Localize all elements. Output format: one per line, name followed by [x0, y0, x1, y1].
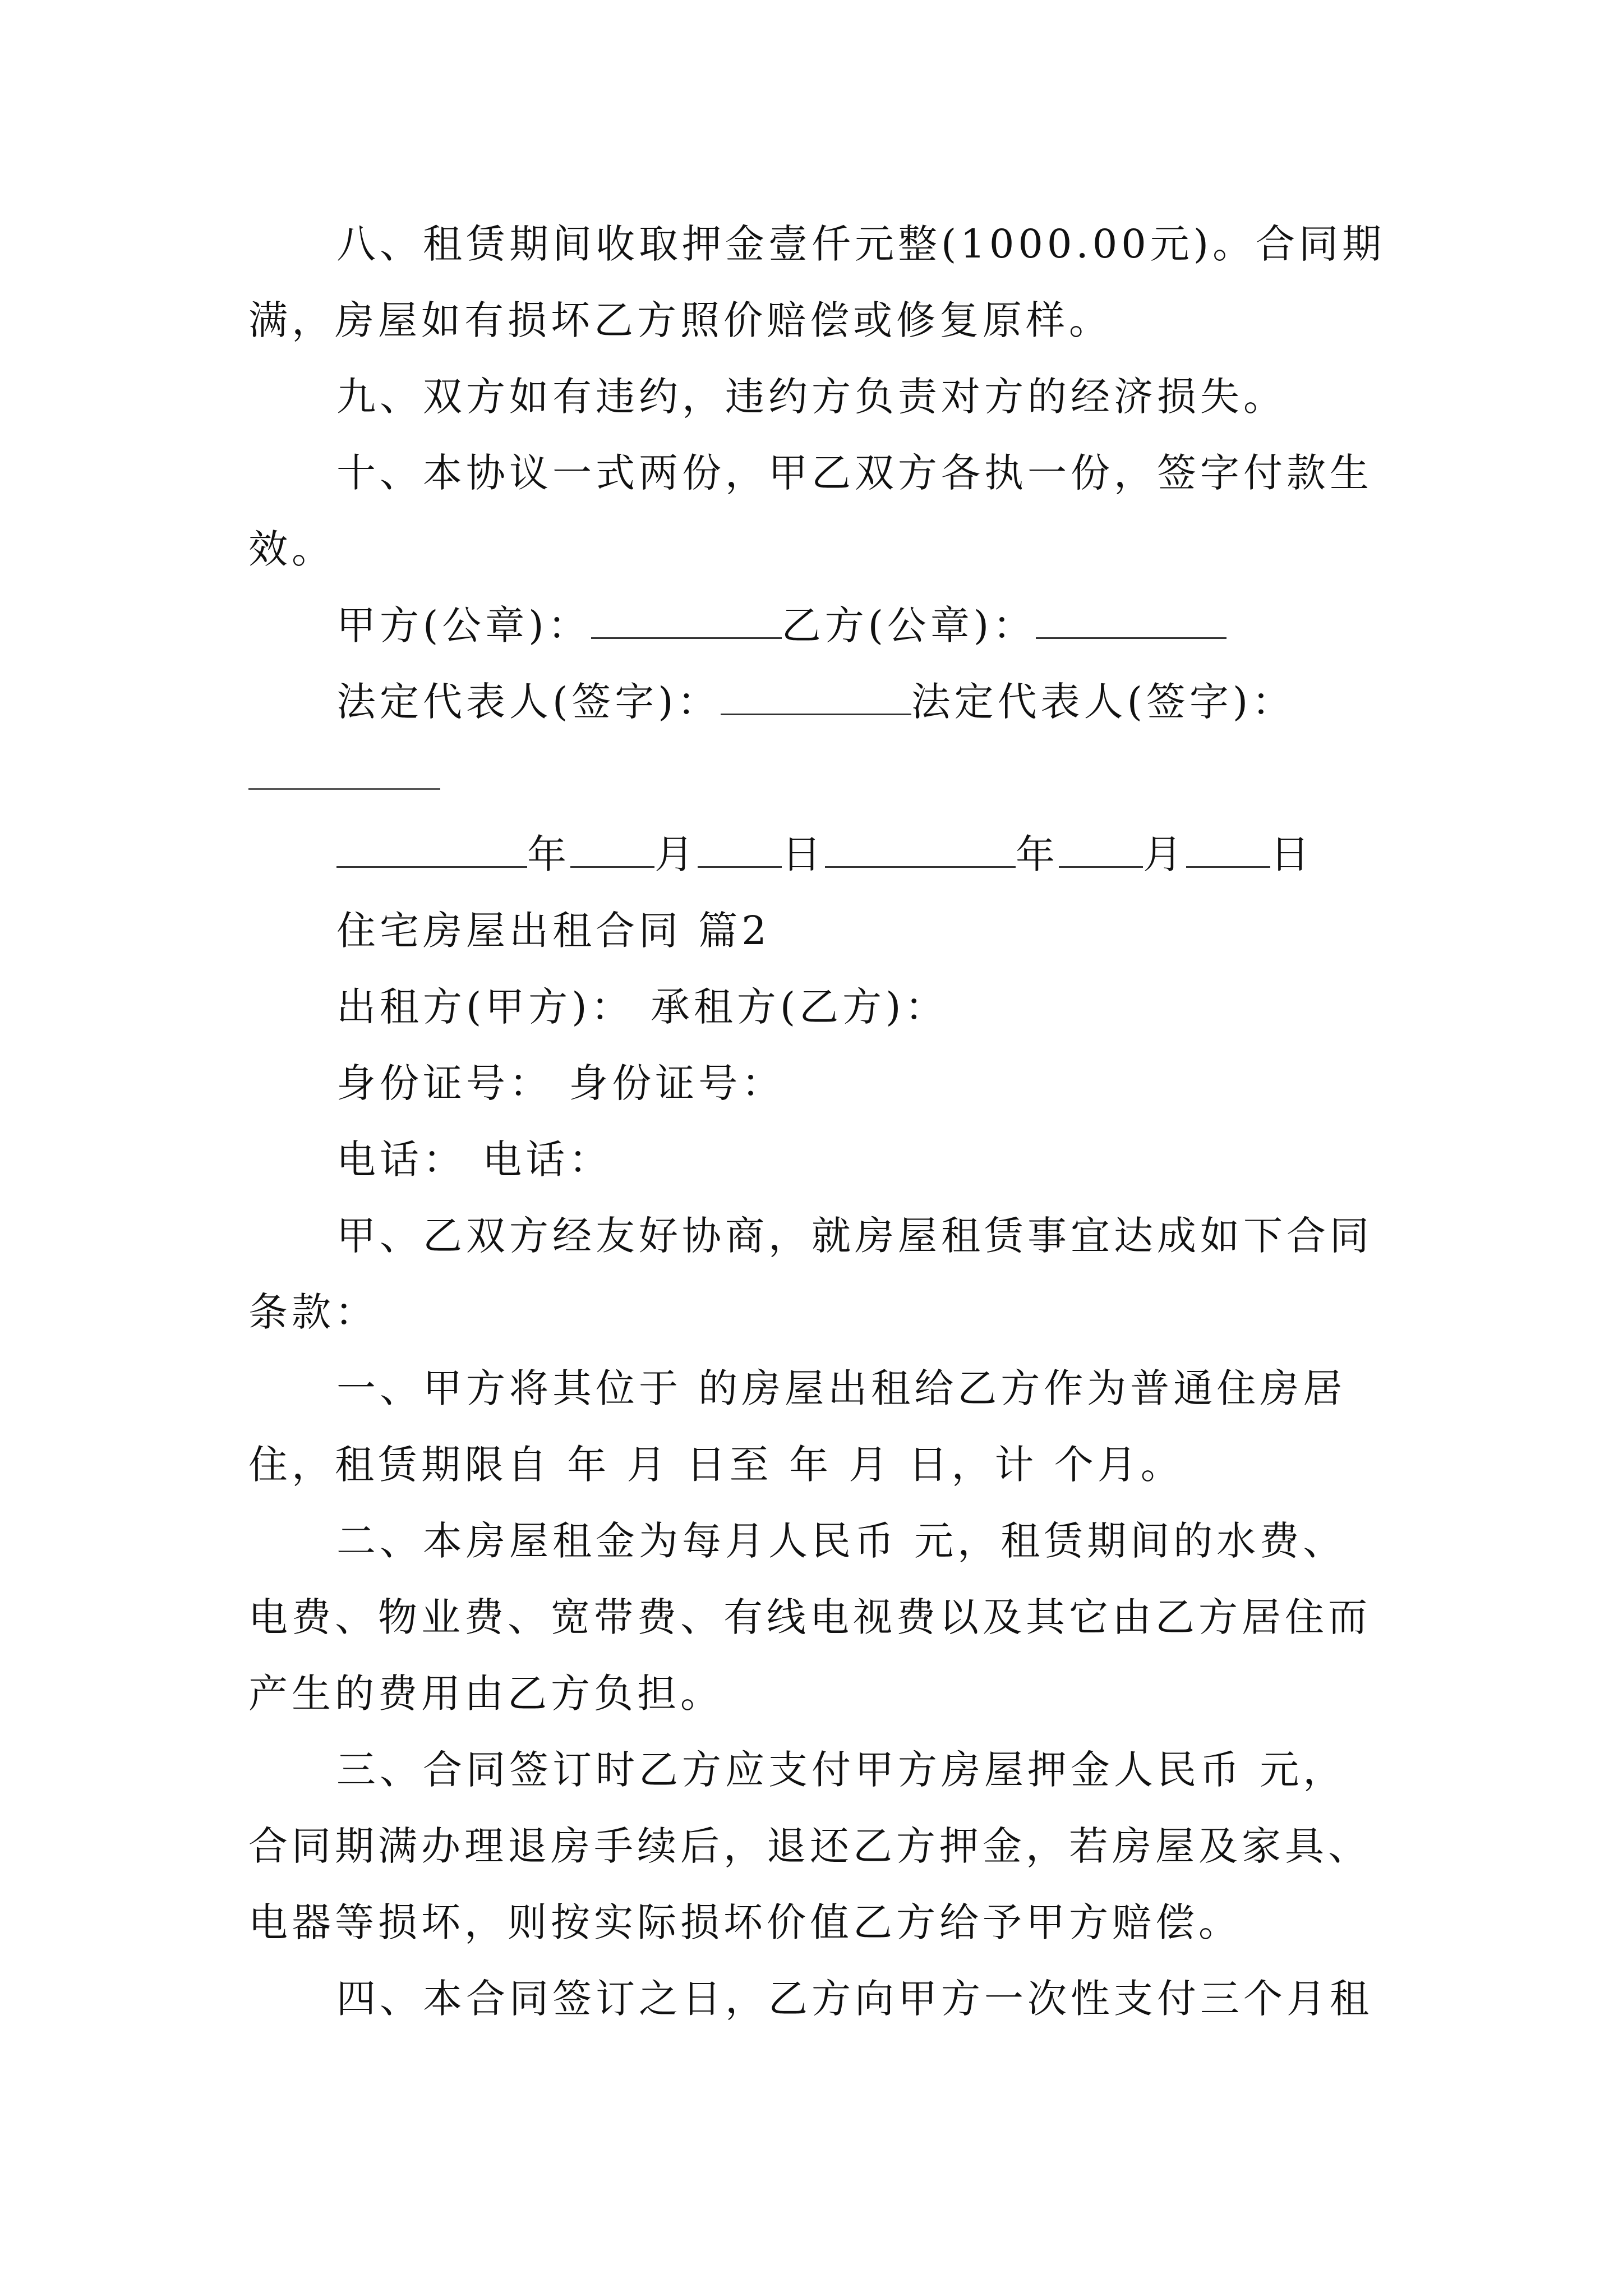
clause-10-line-1: 十、本协议一式两份，甲乙双方各执一份，签字付款生 — [336, 450, 1373, 496]
phone-line: 电话： 电话： — [336, 1137, 612, 1182]
clause-2-line-2: 电费、物业费、宽带费、有线电视费以及其它由乙方居住而 — [248, 1594, 1371, 1640]
date-line — [336, 826, 1313, 882]
clause-8-line-1: 八、租赁期间收取押金壹仟元整(1000.00元)。合同期 — [336, 221, 1386, 267]
representative-line — [336, 674, 1295, 730]
date-a-day-label: 日 — [782, 831, 825, 877]
party-a-representative-blank — [721, 680, 911, 715]
parties-line: 出租方(甲方)： 承租方(乙方)： — [336, 984, 948, 1030]
clause-1-line-2: 住，租赁期限自 年 月 日至 年 月 日，计 个月。 — [248, 1442, 1184, 1488]
clause-3-line-1: 三、合同签订时乙方应支付甲方房屋押金人民币 元， — [336, 1747, 1347, 1793]
clause-2-line-3: 产生的费用由乙方负担。 — [248, 1671, 723, 1717]
clause-9: 九、双方如有违约，违约方负责对方的经济损失。 — [336, 374, 1287, 420]
date-a-year-label: 年 — [527, 831, 570, 877]
id-number-line: 身份证号： 身份证号： — [336, 1060, 785, 1106]
party-a-seal-blank — [591, 604, 782, 639]
date-b-month-label: 月 — [1143, 831, 1186, 877]
clause-3-line-2: 合同期满办理退房手续后，退还乙方押金，若房屋及家具、 — [248, 1823, 1371, 1869]
date-b-year-label: 年 — [1016, 831, 1059, 877]
party-b-seal-blank — [1036, 604, 1227, 639]
date-b-day-label: 日 — [1270, 831, 1313, 877]
date-a-month-blank — [570, 832, 654, 868]
seal-line — [336, 597, 1227, 654]
clause-1-line-1: 一、甲方将其位于 的房屋出租给乙方作为普通住房居 — [336, 1365, 1347, 1411]
date-a-month-label: 月 — [654, 831, 698, 877]
preamble-line-1: 甲、乙双方经友好协商，就房屋租赁事宜达成如下合同 — [336, 1213, 1373, 1259]
party-b-representative-blank — [248, 788, 440, 790]
preamble-line-2: 条款： — [248, 1289, 378, 1335]
party-a-representative-label: 法定代表人(签字)： — [336, 679, 721, 725]
date-b-year-blank — [825, 832, 1016, 868]
date-b-month-blank — [1059, 832, 1143, 868]
party-b-seal-label: 乙方(公章)： — [781, 602, 1036, 648]
date-a-year-blank — [336, 832, 527, 868]
clause-8-line-2: 满，房屋如有损坏乙方照价赔偿或修复原样。 — [248, 297, 1112, 343]
party-a-seal-label: 甲方(公章)： — [336, 602, 591, 648]
clause-10-line-2: 效。 — [248, 526, 335, 572]
clause-3-line-3: 电器等损坏，则按实际损坏价值乙方给予甲方赔偿。 — [248, 1899, 1242, 1945]
date-b-day-blank — [1186, 832, 1270, 868]
clause-2-line-1: 二、本房屋租金为每月人民币 元，租赁期间的水费、 — [336, 1518, 1347, 1564]
section-title: 住宅房屋出租合同 篇2 — [336, 908, 771, 954]
clause-4-line-1: 四、本合同签订之日，乙方向甲方一次性支付三个月租 — [336, 1976, 1373, 2022]
date-a-day-blank — [698, 832, 782, 868]
party-b-representative-label: 法定代表人(签字)： — [911, 679, 1295, 725]
